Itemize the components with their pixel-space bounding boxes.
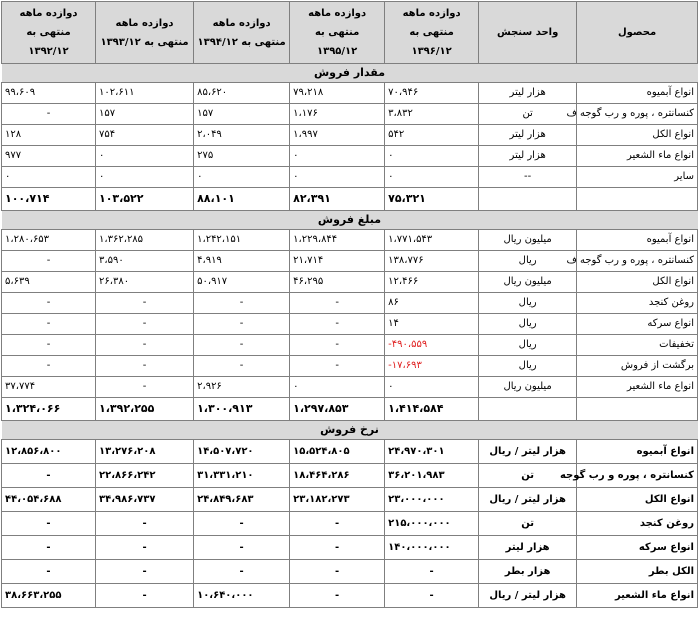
table-row bbox=[2, 440, 698, 464]
value-cell: ۸۶ bbox=[385, 293, 479, 314]
value-cell: ۱،۲۸۰،۶۵۳ bbox=[2, 230, 96, 251]
value-cell: ۲،۰۴۹ bbox=[194, 125, 290, 146]
value-cell: - bbox=[2, 251, 96, 272]
value-cell: ۷۵۴ bbox=[96, 125, 194, 146]
value-cell: - bbox=[2, 356, 96, 377]
value-cell: - bbox=[290, 560, 385, 584]
value-cell: ۳۸،۶۶۳،۲۵۵ bbox=[2, 584, 96, 608]
value-cell: - bbox=[96, 356, 194, 377]
header-period-1396: دوازده ماهه منتهی به ۱۳۹۶/۱۲ bbox=[385, 2, 479, 64]
unit-cell: میلیون ریال bbox=[479, 230, 577, 251]
unit-cell: تن bbox=[479, 512, 577, 536]
value-cell: ۱۴ bbox=[385, 314, 479, 335]
table-row bbox=[2, 536, 698, 560]
value-cell: - bbox=[96, 512, 194, 536]
unit-cell: میلیون ریال bbox=[479, 272, 577, 293]
value-cell: - bbox=[194, 560, 290, 584]
unit-cell: هزار لیتر / ریال bbox=[479, 584, 577, 608]
value-cell: ۰ bbox=[385, 167, 479, 188]
table-row bbox=[2, 512, 698, 536]
product-cell: انواع سرکه bbox=[577, 314, 698, 335]
value-cell: ۱۵۷ bbox=[96, 104, 194, 125]
value-cell: - bbox=[2, 560, 96, 584]
unit-cell: هزار لیتر bbox=[479, 146, 577, 167]
value-cell: ۹۷۷ bbox=[2, 146, 96, 167]
value-cell: ۷۰،۹۴۶ bbox=[385, 83, 479, 104]
unit-cell: ریال bbox=[479, 314, 577, 335]
value-cell: - bbox=[96, 584, 194, 608]
value-cell: ۱۰۲،۶۱۱ bbox=[96, 83, 194, 104]
value-cell: ۰ bbox=[290, 377, 385, 398]
value-cell: ۱۵،۵۲۴،۸۰۵ bbox=[290, 440, 385, 464]
value-cell: ۱۴،۵۰۷،۷۲۰ bbox=[194, 440, 290, 464]
total-cell: ۱،۳۹۲،۲۵۵ bbox=[96, 398, 194, 421]
value-cell: - bbox=[194, 356, 290, 377]
total-cell: ۱۰۰،۷۱۴ bbox=[2, 188, 96, 211]
unit-cell: هزار بطر bbox=[479, 560, 577, 584]
section-title: نرخ فروش bbox=[2, 421, 698, 440]
unit-cell: میلیون ریال bbox=[479, 377, 577, 398]
value-cell: - bbox=[2, 104, 96, 125]
product-cell: انواع الکل bbox=[577, 125, 698, 146]
product-cell: انواع ماء الشعیر bbox=[577, 146, 698, 167]
sales-amount-total-row bbox=[2, 398, 698, 421]
value-cell: ۱۵۷ bbox=[194, 104, 290, 125]
empty-cell bbox=[577, 188, 698, 211]
value-cell: - bbox=[194, 536, 290, 560]
product-cell: انواع الکل bbox=[577, 272, 698, 293]
value-cell: -۴۹۰،۵۵۹ bbox=[385, 335, 479, 356]
product-cell: انواع آبمیوه bbox=[577, 83, 698, 104]
value-cell: ۷۹،۲۱۸ bbox=[290, 83, 385, 104]
value-cell: - bbox=[194, 512, 290, 536]
value-cell: - bbox=[96, 536, 194, 560]
value-cell: ۲۳،۰۰۰،۰۰۰ bbox=[385, 488, 479, 512]
total-cell: ۱،۲۹۷،۸۵۳ bbox=[290, 398, 385, 421]
value-cell: - bbox=[96, 335, 194, 356]
sales-quantity-section-header bbox=[2, 64, 698, 83]
value-cell: - bbox=[194, 293, 290, 314]
product-cell: انواع آبمیوه bbox=[577, 440, 698, 464]
value-cell: ۲۱،۷۱۴ bbox=[290, 251, 385, 272]
table-row bbox=[2, 584, 698, 608]
value-cell: ۲۳،۱۸۲،۲۷۳ bbox=[290, 488, 385, 512]
total-cell: ۸۸،۱۰۱ bbox=[194, 188, 290, 211]
unit-cell: -- bbox=[479, 167, 577, 188]
value-cell: ۱۳۸،۷۷۶ bbox=[385, 251, 479, 272]
value-cell: ۰ bbox=[194, 167, 290, 188]
total-cell: ۱۰۳،۵۲۲ bbox=[96, 188, 194, 211]
value-cell: ۱،۲۲۹،۸۴۴ bbox=[290, 230, 385, 251]
value-cell: ۱،۳۶۲،۲۸۵ bbox=[96, 230, 194, 251]
value-cell: ۵،۶۳۹ bbox=[2, 272, 96, 293]
value-cell: - bbox=[2, 314, 96, 335]
value-cell: - bbox=[2, 536, 96, 560]
value-cell: ۲۴،۸۴۹،۶۸۳ bbox=[194, 488, 290, 512]
value-cell: ۸۵،۶۲۰ bbox=[194, 83, 290, 104]
value-cell: ۳،۵۹۰ bbox=[96, 251, 194, 272]
table-row bbox=[2, 146, 698, 167]
unit-cell: تن bbox=[479, 104, 577, 125]
product-cell: انواع ماء الشعیر bbox=[577, 377, 698, 398]
table-row bbox=[2, 335, 698, 356]
section-title: مقدار فروش bbox=[2, 64, 698, 83]
total-cell: ۱،۳۰۰،۹۱۳ bbox=[194, 398, 290, 421]
value-cell: - bbox=[96, 560, 194, 584]
value-cell: - bbox=[96, 293, 194, 314]
value-cell: ۵۴۲ bbox=[385, 125, 479, 146]
table-row bbox=[2, 230, 698, 251]
value-cell: - bbox=[194, 314, 290, 335]
product-cell: برگشت از فروش bbox=[577, 356, 698, 377]
value-cell: - bbox=[2, 464, 96, 488]
header-period-1394: دوازده ماهه منتهی به ۱۳۹۴/۱۲ bbox=[194, 2, 290, 64]
unit-cell: ریال bbox=[479, 335, 577, 356]
value-cell: ۲۴،۹۷۰،۳۰۱ bbox=[385, 440, 479, 464]
table-row bbox=[2, 167, 698, 188]
value-cell: ۱،۲۴۲،۱۵۱ bbox=[194, 230, 290, 251]
value-cell: ۲،۹۲۶ bbox=[194, 377, 290, 398]
value-cell: - bbox=[290, 314, 385, 335]
value-cell: ۹۹،۶۰۹ bbox=[2, 83, 96, 104]
header-row bbox=[2, 2, 698, 64]
value-cell: - bbox=[194, 335, 290, 356]
value-cell: ۰ bbox=[385, 146, 479, 167]
table-row bbox=[2, 488, 698, 512]
value-cell: - bbox=[2, 293, 96, 314]
value-cell: ۴۴،۰۵۴،۶۸۸ bbox=[2, 488, 96, 512]
value-cell: ۰ bbox=[96, 167, 194, 188]
value-cell: - bbox=[290, 536, 385, 560]
unit-cell: هزار لیتر bbox=[479, 125, 577, 146]
product-cell: کنسانتره ، پوره و رب گوجه bbox=[577, 464, 698, 488]
value-cell: ۱۴۰،۰۰۰،۰۰۰ bbox=[385, 536, 479, 560]
empty-cell bbox=[577, 398, 698, 421]
header-period-1393: دوازده ماهه منتهی به ۱۳۹۳/۱۲ bbox=[96, 2, 194, 64]
table-row bbox=[2, 356, 698, 377]
unit-cell: ریال bbox=[479, 251, 577, 272]
sales-report-table bbox=[1, 1, 698, 608]
sales-amount-section-header bbox=[2, 211, 698, 230]
value-cell: ۲۱۵،۰۰۰،۰۰۰ bbox=[385, 512, 479, 536]
sales-quantity-total-row bbox=[2, 188, 698, 211]
value-cell: ۱۲،۸۵۶،۸۰۰ bbox=[2, 440, 96, 464]
section-title: مبلغ فروش bbox=[2, 211, 698, 230]
empty-cell bbox=[479, 398, 577, 421]
unit-cell: هزار لیتر bbox=[479, 83, 577, 104]
value-cell: - bbox=[96, 314, 194, 335]
value-cell: - bbox=[2, 512, 96, 536]
unit-cell: تن bbox=[479, 464, 577, 488]
product-cell: انواع ماء الشعیر bbox=[577, 584, 698, 608]
value-cell: ۳،۸۳۲ bbox=[385, 104, 479, 125]
value-cell: ۲۲،۸۶۶،۲۴۲ bbox=[96, 464, 194, 488]
value-cell: ۰ bbox=[290, 146, 385, 167]
total-cell: ۱،۳۲۴،۰۶۶ bbox=[2, 398, 96, 421]
value-cell: ۲۶،۳۸۰ bbox=[96, 272, 194, 293]
value-cell: ۰ bbox=[290, 167, 385, 188]
table-row bbox=[2, 560, 698, 584]
header-unit: واحد سنجش bbox=[479, 2, 577, 64]
unit-cell: هزار لیتر / ریال bbox=[479, 440, 577, 464]
value-cell: ۱۲۸ bbox=[2, 125, 96, 146]
value-cell: ۴،۹۱۹ bbox=[194, 251, 290, 272]
value-cell: - bbox=[385, 584, 479, 608]
product-cell: کنسانتره ، پوره و رب گوجه ف bbox=[577, 104, 698, 125]
header-product: محصول bbox=[577, 2, 698, 64]
value-cell: ۳۴،۹۸۶،۷۳۷ bbox=[96, 488, 194, 512]
header-period-1395: دوازده ماهه منتهی به ۱۳۹۵/۱۲ bbox=[290, 2, 385, 64]
value-cell: ۱،۱۷۶ bbox=[290, 104, 385, 125]
value-cell: - bbox=[96, 377, 194, 398]
unit-cell: ریال bbox=[479, 356, 577, 377]
table-row bbox=[2, 104, 698, 125]
value-cell: ۱۸،۴۶۴،۲۸۶ bbox=[290, 464, 385, 488]
value-cell: ۱،۹۹۷ bbox=[290, 125, 385, 146]
product-cell: انواع الکل bbox=[577, 488, 698, 512]
value-cell: ۱۳،۲۷۶،۲۰۸ bbox=[96, 440, 194, 464]
table-row bbox=[2, 125, 698, 146]
table-row bbox=[2, 272, 698, 293]
total-cell: ۱،۴۱۴،۵۸۴ bbox=[385, 398, 479, 421]
value-cell: - bbox=[385, 560, 479, 584]
value-cell: ۴۶،۲۹۵ bbox=[290, 272, 385, 293]
product-cell: انواع آبمیوه bbox=[577, 230, 698, 251]
table-row bbox=[2, 251, 698, 272]
product-cell: کنسانتره ، پوره و رب گوجه ف bbox=[577, 251, 698, 272]
sales-rate-section-header bbox=[2, 421, 698, 440]
value-cell: ۵۰،۹۱۷ bbox=[194, 272, 290, 293]
value-cell: ۱۲،۴۶۶ bbox=[385, 272, 479, 293]
value-cell: -۱۷،۶۹۳ bbox=[385, 356, 479, 377]
value-cell: ۰ bbox=[385, 377, 479, 398]
table-row bbox=[2, 293, 698, 314]
value-cell: ۱،۷۷۱،۵۴۳ bbox=[385, 230, 479, 251]
product-cell: روغن کنجد bbox=[577, 512, 698, 536]
value-cell: ۰ bbox=[96, 146, 194, 167]
total-cell: ۸۲،۳۹۱ bbox=[290, 188, 385, 211]
value-cell: ۳۷،۷۷۴ bbox=[2, 377, 96, 398]
value-cell: - bbox=[290, 584, 385, 608]
product-cell: تخفیفات bbox=[577, 335, 698, 356]
value-cell: ۱۰،۶۴۰،۰۰۰ bbox=[194, 584, 290, 608]
table-row bbox=[2, 377, 698, 398]
table-row bbox=[2, 464, 698, 488]
value-cell: - bbox=[290, 512, 385, 536]
unit-cell: هزار لیتر bbox=[479, 536, 577, 560]
table-row bbox=[2, 314, 698, 335]
value-cell: - bbox=[2, 335, 96, 356]
product-cell: روغن کنجد bbox=[577, 293, 698, 314]
value-cell: ۳۱،۳۳۱،۲۱۰ bbox=[194, 464, 290, 488]
unit-cell: هزار لیتر / ریال bbox=[479, 488, 577, 512]
value-cell: - bbox=[290, 293, 385, 314]
product-cell: انواع سرکه bbox=[577, 536, 698, 560]
value-cell: ۳۶،۲۰۱،۹۸۳ bbox=[385, 464, 479, 488]
value-cell: ۰ bbox=[2, 167, 96, 188]
value-cell: - bbox=[290, 356, 385, 377]
total-cell: ۷۵،۳۲۱ bbox=[385, 188, 479, 211]
value-cell: ۲۷۵ bbox=[194, 146, 290, 167]
empty-cell bbox=[479, 188, 577, 211]
header-period-1392: دوازده ماهه منتهی به ۱۳۹۲/۱۲ bbox=[2, 2, 96, 64]
table-row bbox=[2, 83, 698, 104]
product-cell: سایر bbox=[577, 167, 698, 188]
unit-cell: ریال bbox=[479, 293, 577, 314]
value-cell: - bbox=[290, 335, 385, 356]
product-cell: الکل بطر bbox=[577, 560, 698, 584]
